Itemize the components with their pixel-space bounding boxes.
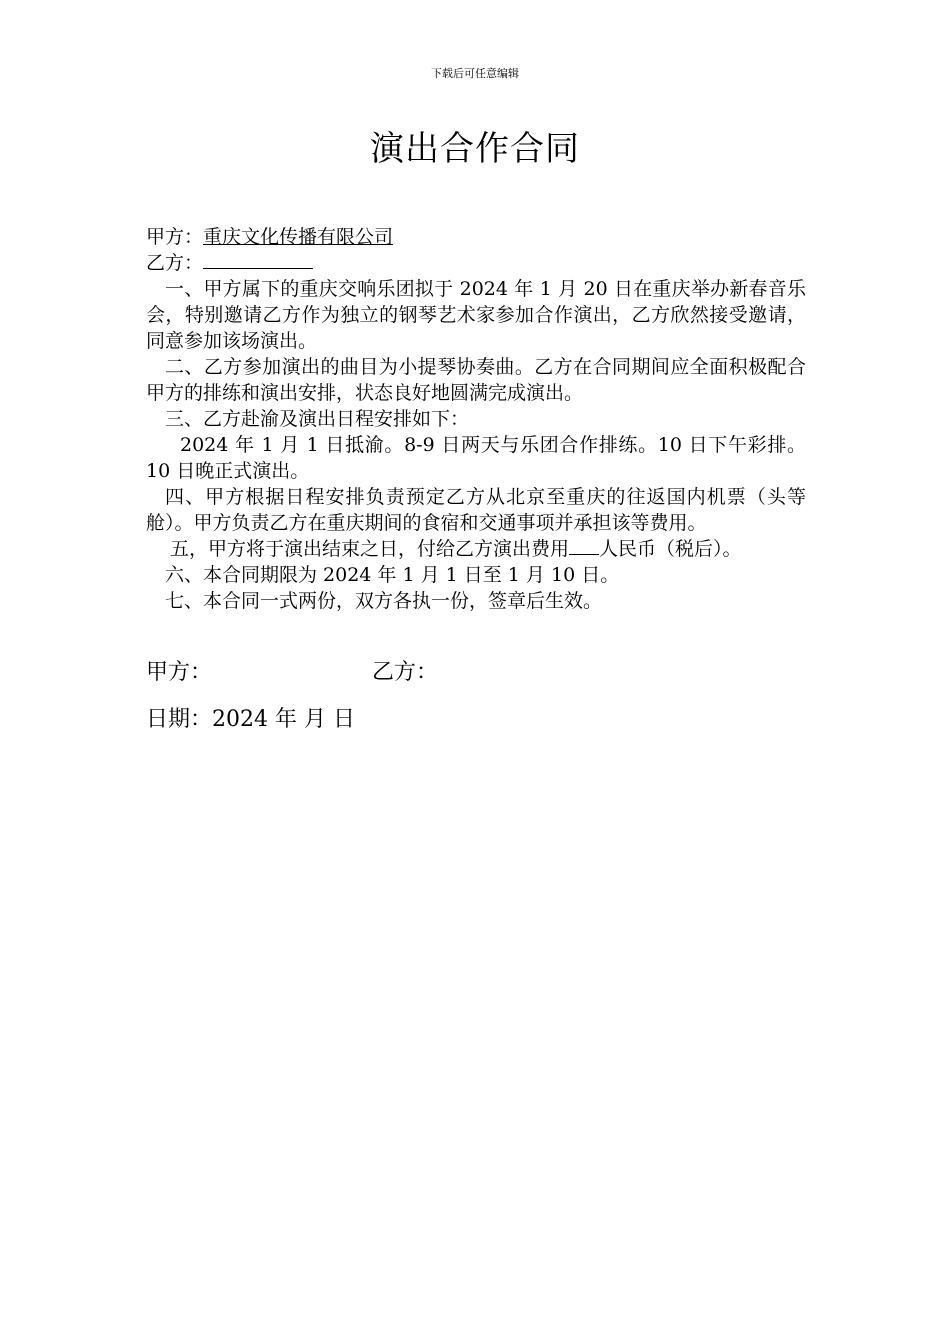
signature-party-b: 乙方： (372, 660, 439, 685)
clause-3: 三、乙方赴渝及演出日程安排如下： (165, 408, 470, 430)
clause-4: 四、甲方根据日程安排负责预定乙方从北京至重庆的往返国内机票（头等舱）。甲方负责乙方在重庆期间的食宿和交通事项并承担该等费用。 (146, 486, 806, 534)
contract-body (146, 224, 806, 614)
clause-5 (146, 536, 806, 562)
document-title: 演出合作合同 (370, 129, 580, 169)
clause-6: 六、本合同期限为 2024 年 1 月 1 日至 1 月 10 日。 (165, 564, 620, 586)
party-b-line (146, 250, 806, 276)
clause-1: 一、甲方属下的重庆交响乐团拟于 2024 年 1 月 20 日在重庆举办新春音乐会，特别邀请乙方作为独立的钢琴艺术家参加合作演出，乙方欣然接受邀请，同意参加该场演出。 (146, 278, 806, 352)
signature-row (146, 659, 806, 687)
clause-3-schedule: 2024 年 1 月 1 日抵渝。8-9 日两天与乐团合作排练。10 日下午彩排。10 日晚正式演出。 (146, 434, 806, 482)
clause-2: 二、乙方参加演出的曲目为小提琴协奏曲。乙方在合同期间应全面积极配合甲方的排练和演出安排，状态良好地圆满完成演出。 (146, 356, 806, 404)
party-a-name: 重庆文化传播有限公司 (203, 226, 394, 248)
page-header-note: 下载后可任意编辑 (431, 67, 519, 80)
fee-blank (569, 536, 599, 555)
clause-7: 七、本合同一式两份，双方各执一份，签章后生效。 (165, 590, 603, 612)
party-a-label: 甲方： (146, 226, 204, 248)
clause-5-currency: 人民币（税后）。 (599, 538, 742, 560)
clause-5-text: 五，甲方将于演出结束之日，付给乙方演出费用 (170, 538, 570, 560)
signature-party-a: 甲方： (146, 660, 213, 685)
party-b-blank (203, 250, 313, 269)
party-a-line (146, 224, 806, 250)
signature-date: 日期：2024 年 月 日 (146, 707, 355, 732)
party-b-label: 乙方： (146, 252, 204, 274)
